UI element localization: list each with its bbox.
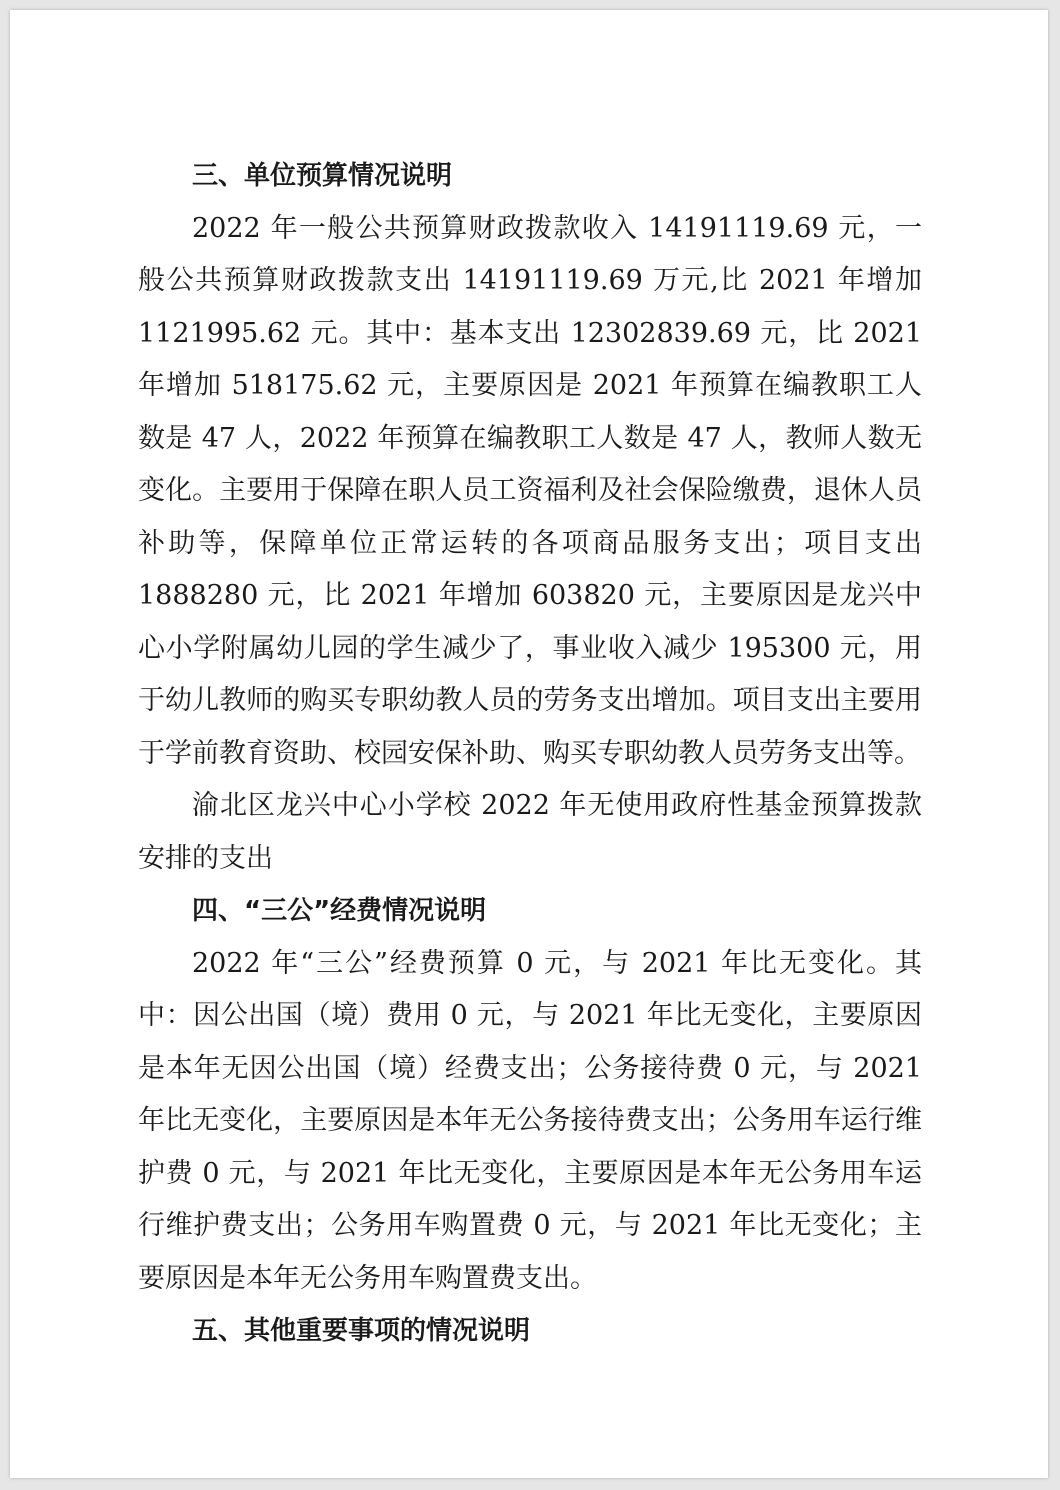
section-3-paragraph-1: 2022 年一般公共预算财政拨款收入 14191119.69 元，一般公共预算财政拨款支出 14191119.69 万元,比 2021 年增加 1121995.62 元。其中：基本支出 12302839.69 元，比 2021 年增加 518175.62 元，主要原因是 2021 年预算在编教职工人数是 47 人，2022 年预算在编教职工人数是 47 人，教师人数无变化。主要用于保障在职人员工资福利及社会保险缴费，退休人员补助等，保障单位正常运转的各项商品服务支出；项目支出 1888280 元，比 2021 年增加 603820 元，主要原因是龙兴中心小学附属幼儿园的学生减少了，事业收入减少 195300 元，用于幼儿教师的购买专职幼教人员的劳务支出增加。项目支出主要用于学前教育资助、校园安保补助、购买专职幼教人员劳务支出等。 (138, 212, 922, 769)
section-5-heading: 五、其他重要事项的情况说明 (192, 1316, 531, 1346)
section-4-paragraph-1: 2022 年“三公”经费预算 0 元，与 2021 年比无变化。其中：因公出国（境）费用 0 元，与 2021 年比无变化，主要原因是本年无因公出国（境）经费支出；公务接待费 0 元，与 2021 年比无变化，主要原因是本年无公务接待费支出；公务用车运行维护费 0 元，与 2021 年比无变化，主要原因是本年无公务用车运行维护费支出；公务用车购置费 0 元，与 2021 年比无变化；主要原因是本年无公务用车购置费支出。 (138, 947, 922, 1294)
section-4-heading: 四、“三公”经费情况说明 (192, 896, 487, 926)
document-body (138, 150, 922, 1358)
section-3-heading: 三、单位预算情况说明 (192, 161, 453, 191)
section-3-paragraph-2: 渝北区龙兴中心小学校 2022 年无使用政府性基金预算拨款安排的支出 (138, 790, 922, 874)
document-page (10, 10, 1048, 1478)
